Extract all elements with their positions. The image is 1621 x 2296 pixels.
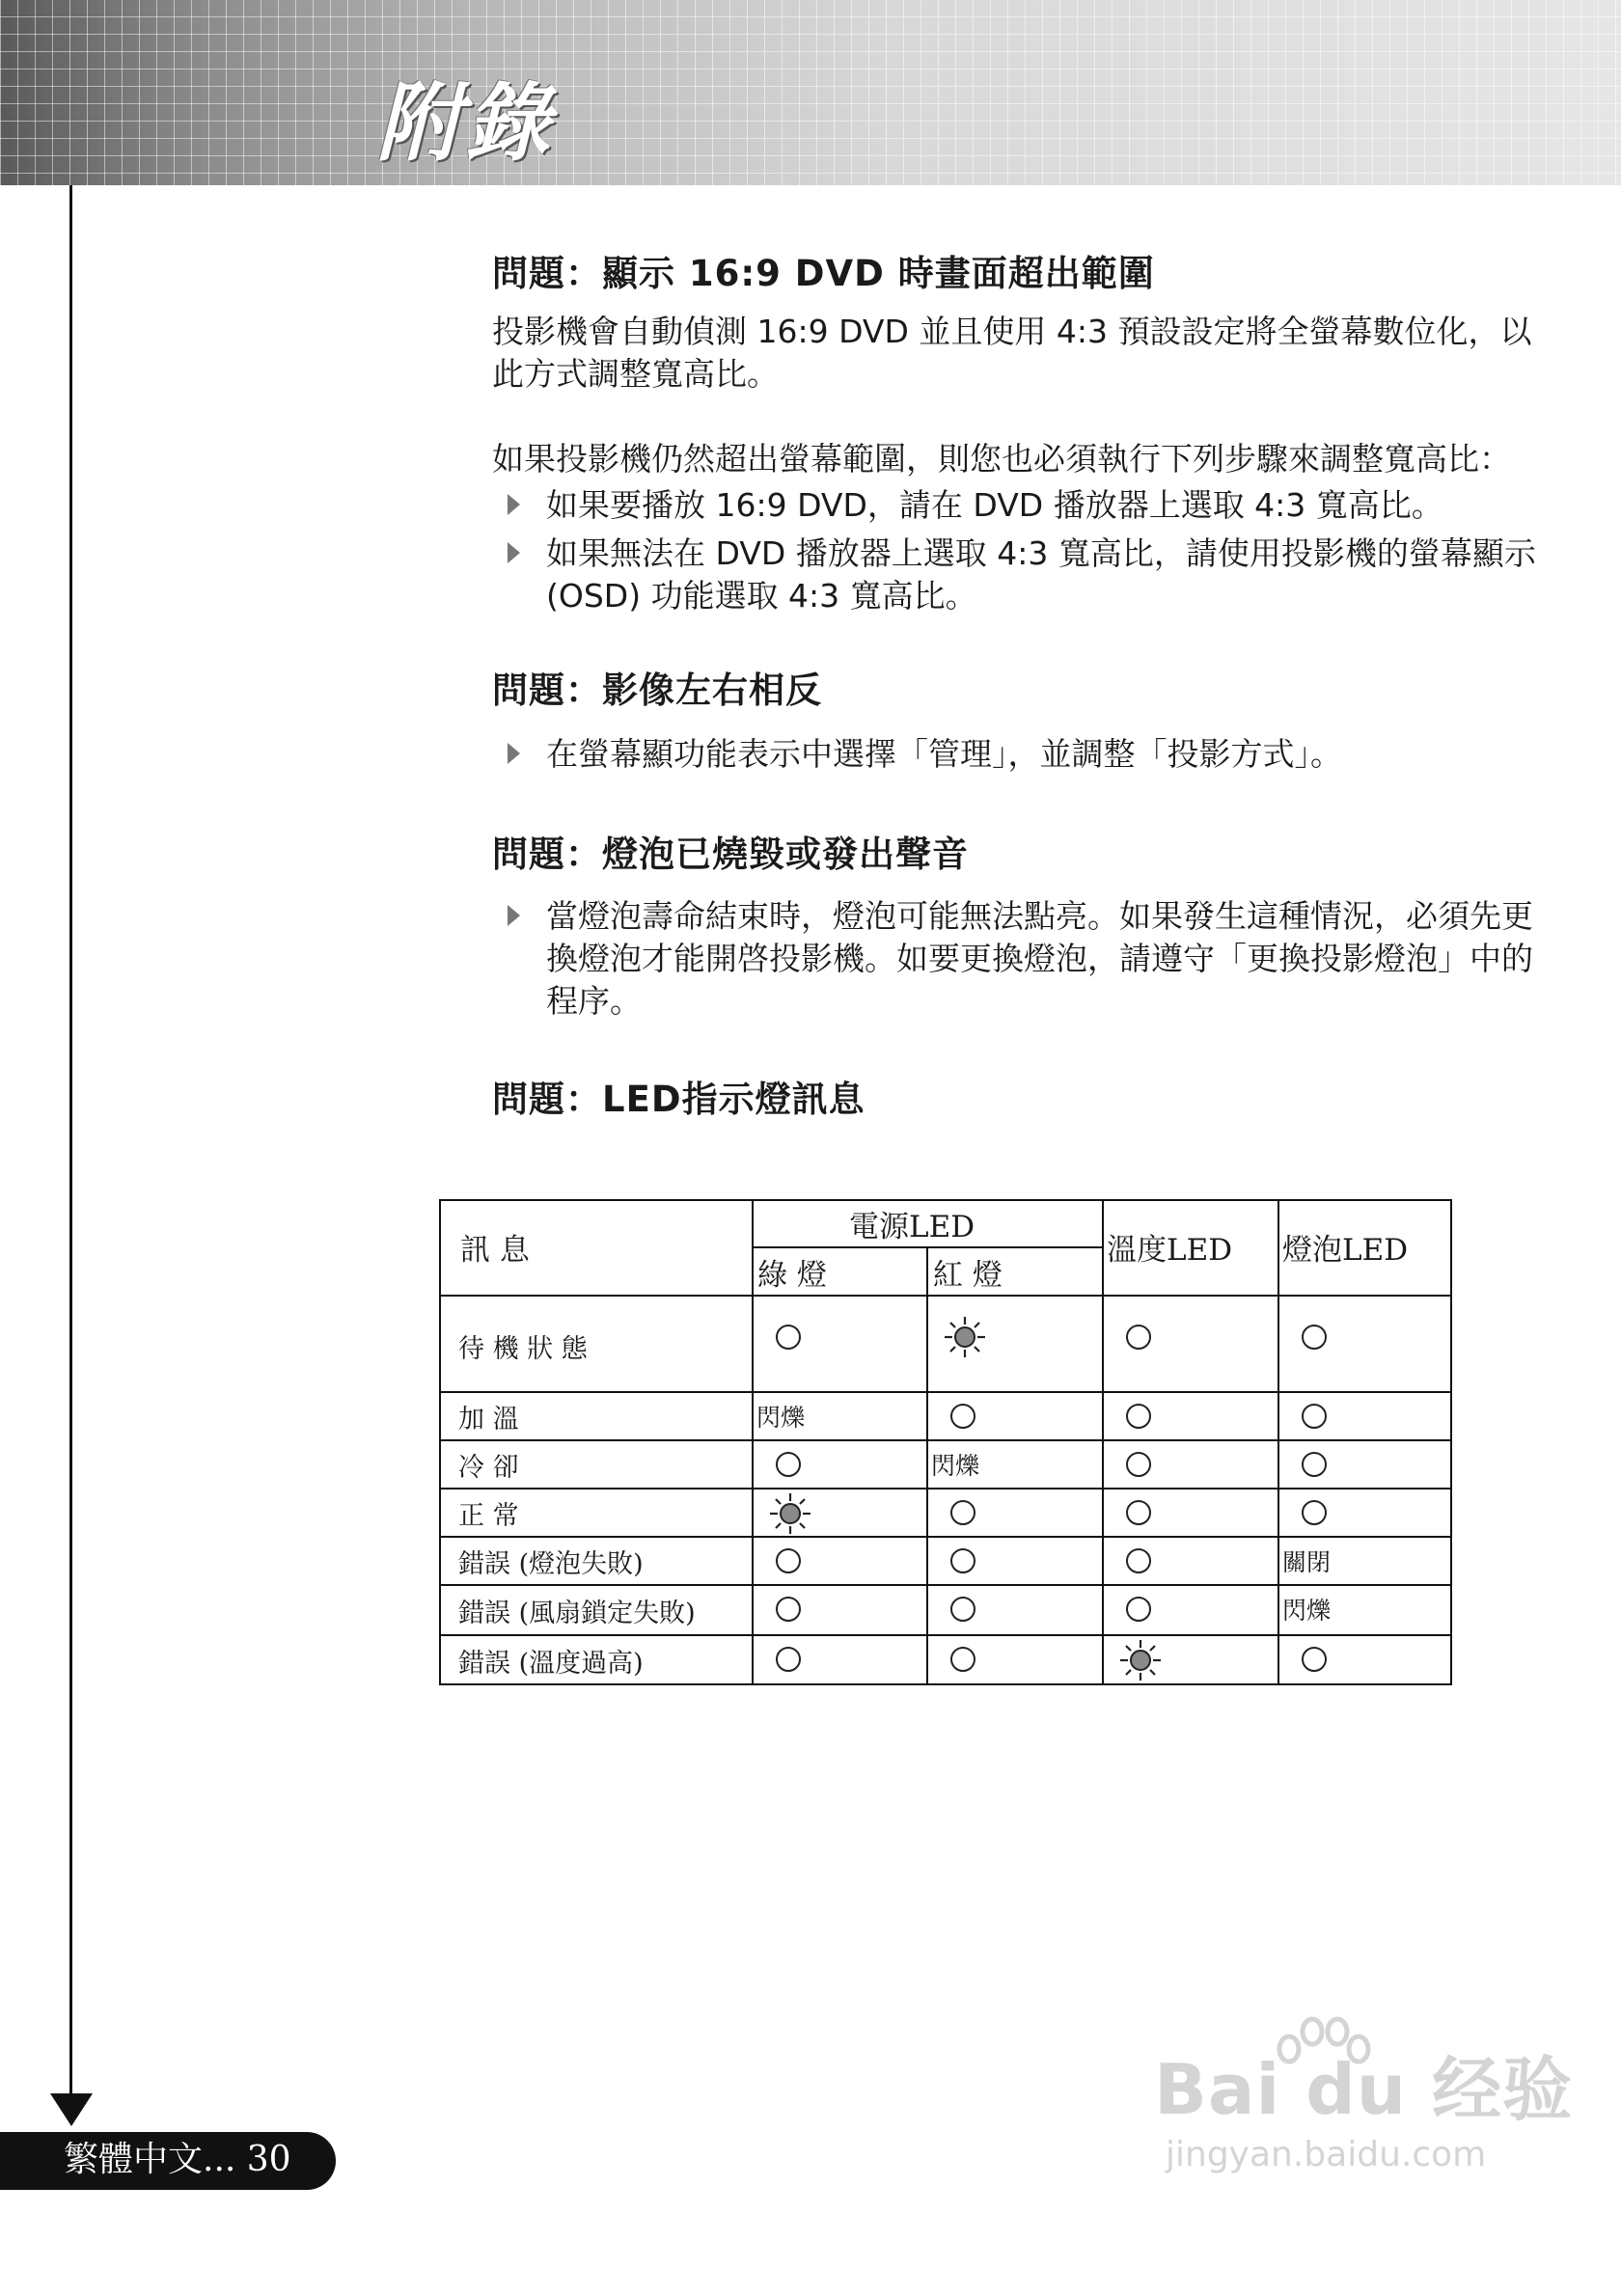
row-label: 錯誤 (風扇鎖定失敗) bbox=[458, 1599, 696, 1628]
paragraph: 如果投影機仍然超出螢幕範圍，則您也必須執行下列步驟來調整寬高比： bbox=[492, 440, 1511, 478]
led-off-icon bbox=[1302, 1452, 1327, 1477]
header-temp-led: 溫度LED bbox=[1107, 1233, 1233, 1268]
led-off-icon bbox=[950, 1548, 975, 1573]
row-label: 冷 卻 bbox=[458, 1453, 519, 1483]
led-off-icon bbox=[1126, 1325, 1151, 1350]
led-off-icon bbox=[776, 1325, 801, 1350]
section-title: 問題：顯示 16:9 DVD 時畫面超出範圍 bbox=[492, 253, 1155, 294]
section-title: 問題：影像左右相反 bbox=[492, 670, 822, 711]
bullet-arrow-icon bbox=[508, 494, 520, 515]
led-off-icon bbox=[776, 1597, 801, 1622]
led-off-icon bbox=[1126, 1404, 1151, 1429]
led-off-icon bbox=[1302, 1404, 1327, 1429]
header-power-led: 電源LED bbox=[849, 1210, 975, 1244]
row-label: 錯誤 (溫度過高) bbox=[458, 1649, 644, 1679]
bullet-arrow-icon bbox=[508, 542, 520, 563]
led-on-icon bbox=[943, 1315, 987, 1359]
bullet-arrow-icon bbox=[508, 743, 520, 764]
list-item-text: 在螢幕顯功能表示中選擇「管理」，並調整「投影方式」。 bbox=[546, 735, 1342, 773]
main-content bbox=[492, 249, 1544, 1125]
led-off-icon bbox=[1302, 1500, 1327, 1525]
margin-arrow-icon bbox=[50, 2093, 93, 2126]
list-item-text: 如果要播放 16:9 DVD，請在 DVD 播放器上選取 4:3 寬高比。 bbox=[546, 486, 1443, 524]
led-off-icon bbox=[950, 1597, 975, 1622]
led-off-icon bbox=[1302, 1647, 1327, 1672]
margin-rule bbox=[69, 185, 72, 2093]
list-item bbox=[492, 733, 1544, 776]
led-note: 閃爍 bbox=[756, 1404, 806, 1432]
led-note: 閃爍 bbox=[931, 1452, 980, 1480]
led-off-icon bbox=[776, 1647, 801, 1672]
led-off-icon bbox=[950, 1404, 975, 1429]
led-off-icon bbox=[1126, 1500, 1151, 1525]
led-on-icon bbox=[1118, 1638, 1163, 1682]
section-image-flip bbox=[492, 666, 1544, 776]
list-item bbox=[492, 533, 1544, 617]
led-off-icon bbox=[776, 1548, 801, 1573]
page-title: 附錄 bbox=[376, 73, 555, 173]
row-label: 待 機 狀 態 bbox=[458, 1334, 588, 1364]
list-item-text: 當燈泡壽命結束時，燈泡可能無法點亮。如果發生這種情況，必須先更換燈泡才能開啓投影機。如要更換燈泡，請遵守「更換投影燈泡」中的程序。 bbox=[546, 897, 1533, 1020]
led-note: 關閉 bbox=[1282, 1548, 1332, 1576]
led-off-icon bbox=[1126, 1548, 1151, 1573]
watermark-url: jingyan.baidu.com bbox=[1166, 2135, 1487, 2174]
header-red: 紅 燈 bbox=[933, 1258, 1003, 1293]
row-label: 錯誤 (燈泡失敗) bbox=[458, 1549, 644, 1579]
led-off-icon bbox=[1302, 1325, 1327, 1350]
header-message: 訊 息 bbox=[460, 1233, 530, 1268]
led-note: 閃爍 bbox=[1282, 1597, 1332, 1625]
watermark-brand: Bai du 经验 bbox=[1154, 2049, 1574, 2130]
led-off-icon bbox=[776, 1452, 801, 1477]
section-aspect-ratio bbox=[492, 249, 1544, 617]
row-label: 正 常 bbox=[458, 1501, 519, 1531]
footer-page-label: 繁體中文... 30 bbox=[64, 2140, 291, 2179]
header-lamp-led: 燈泡LED bbox=[1282, 1233, 1409, 1268]
header-green: 綠 燈 bbox=[757, 1258, 827, 1293]
led-on-icon bbox=[768, 1491, 812, 1536]
section-title: 問題：燈泡已燒毀或發出聲音 bbox=[492, 834, 969, 875]
section-title: 問題：LED指示燈訊息 bbox=[492, 1079, 865, 1120]
list-item bbox=[492, 484, 1544, 527]
header-band bbox=[0, 0, 1621, 185]
led-off-icon bbox=[950, 1500, 975, 1525]
led-off-icon bbox=[1126, 1452, 1151, 1477]
led-off-icon bbox=[1126, 1597, 1151, 1622]
section-led bbox=[492, 1075, 1544, 1125]
list-item bbox=[492, 895, 1544, 1023]
paragraph: 投影機會自動偵測 16:9 DVD 並且使用 4:3 預設設定將全螢幕數位化，以此方式調整寬高比。 bbox=[492, 313, 1532, 393]
led-status-table bbox=[439, 1199, 1452, 1685]
row-label: 加 溫 bbox=[458, 1405, 519, 1435]
section-lamp bbox=[492, 830, 1544, 1023]
bullet-arrow-icon bbox=[508, 905, 520, 926]
led-off-icon bbox=[950, 1647, 975, 1672]
list-item-text: 如果無法在 DVD 播放器上選取 4:3 寬高比，請使用投影機的螢幕顯示 (OSD) 功能選取 4:3 寬高比。 bbox=[546, 534, 1536, 615]
